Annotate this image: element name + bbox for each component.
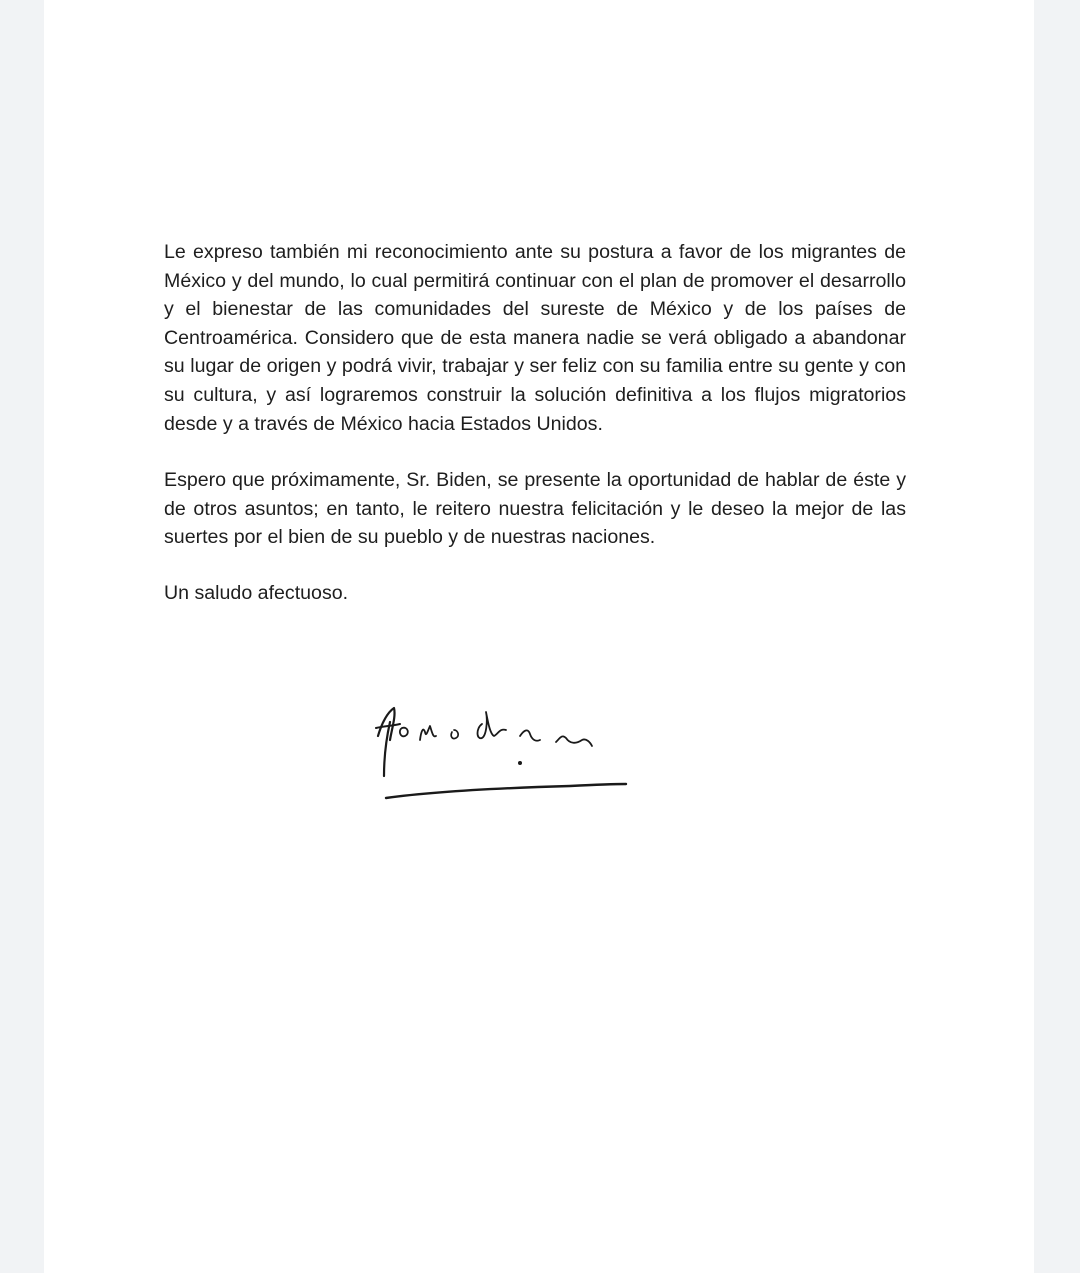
letter-page xyxy=(44,0,1034,1273)
closing-salutation: Un saludo afectuoso. xyxy=(164,581,349,604)
paragraph-migrants: Le expreso también mi reconocimiento ante su postura a favor de los migrantes de México y del mundo, lo cual permitirá continuar con el plan de promover el desarrollo y el bienestar de las comunidades del sureste de México y de los países de Centroamérica. Considero que de esta manera nadie se verá obligado a abandonar su lugar de origen y podrá vivir, trabajar y ser feliz con su familia entre su gente y con su cultura, y así lograremos construir la solución definitiva a los flujos migratorios desde y a través de México hacia Estados Unidos. xyxy=(164,241,906,435)
letter-body xyxy=(164,238,906,608)
paragraph-future-talks: Espero que próximamente, Sr. Biden, se presente la oportunidad de hablar de éste y de otros asuntos; en tanto, le reitero nuestra felicitación y le deseo la mejor de las suertes por el bien de su pueblo y de nuestras naciones. xyxy=(164,469,906,549)
handwritten-signature-icon xyxy=(370,700,640,810)
